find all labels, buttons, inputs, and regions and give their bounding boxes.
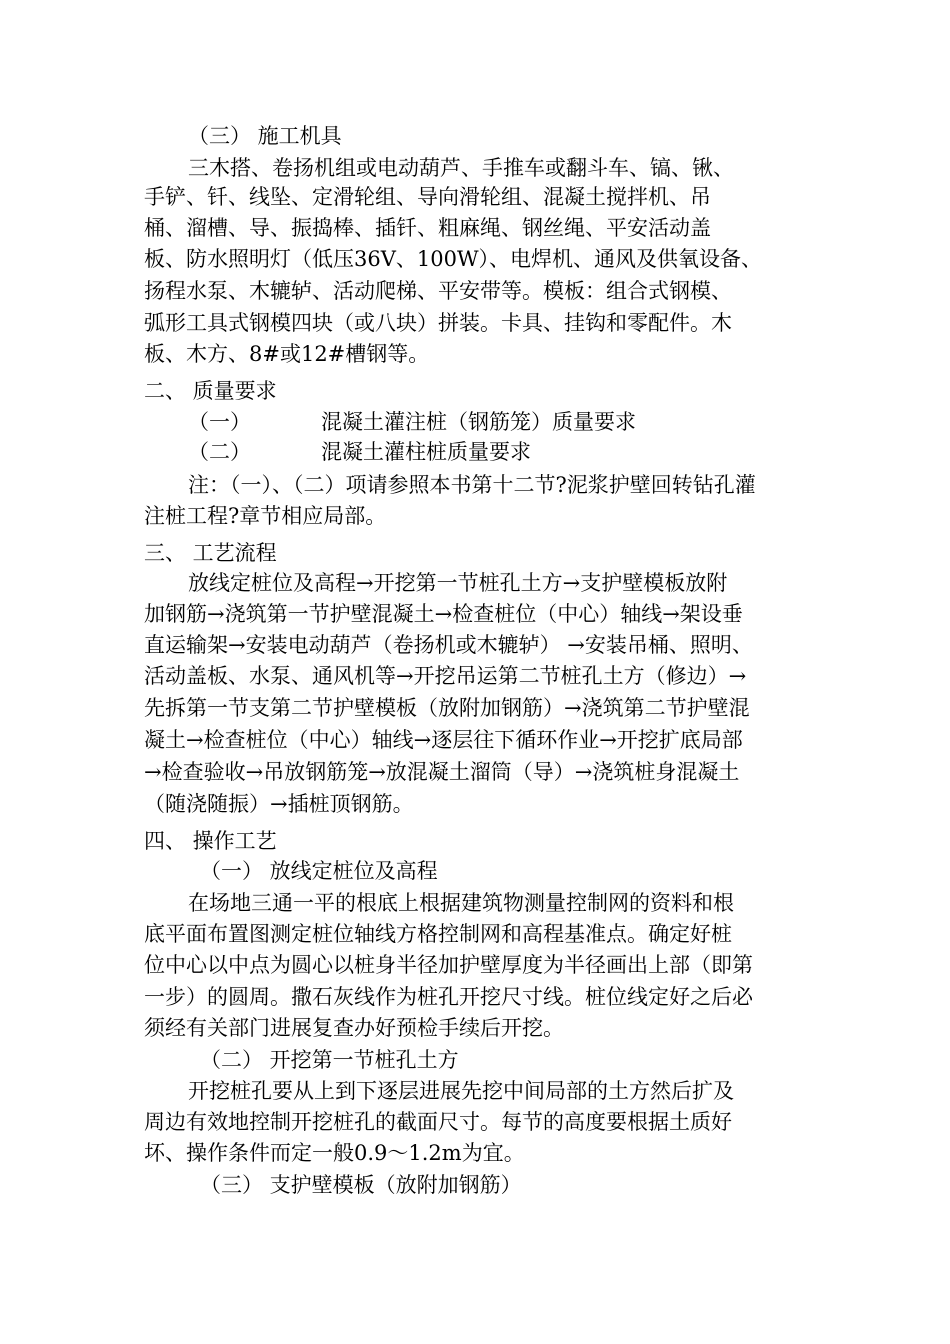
note-line: 注桩工程?章节相应局部。 xyxy=(144,504,387,528)
paragraph-line: 手铲、钎、线坠、定滑轮组、导向滑轮组、混凝土搅拌机、吊 xyxy=(144,185,711,209)
quality-item-1 xyxy=(188,409,868,435)
paragraph-line: 先拆第一节支第二节护壁模板（放附加钢筋）→浇筑第二节护壁混 xyxy=(144,696,750,720)
paragraph-line: （随浇随振）→插桩顶钢筋。 xyxy=(144,792,414,816)
note-line: 注：（一）、（二）项请参照本书第十二节?泥浆护壁回转钻孔灌 xyxy=(188,473,756,497)
paragraph-line: 扬程水泵、木辘轳、活动爬梯、平安带等。模板：组合式钢模、 xyxy=(144,279,732,303)
subsection-heading: （三） 支护壁模板（放附加钢筋） xyxy=(200,1173,522,1197)
paragraph-line: 开挖桩孔要从上到下逐层进展先挖中间局部的土方然后扩及 xyxy=(188,1079,734,1103)
paragraph-line: 桶、溜槽、导、振捣棒、插钎、粗麻绳、钢丝绳、平安活动盖 xyxy=(144,216,711,240)
section-heading-process: 三、 工艺流程 xyxy=(144,541,277,565)
section-heading-operation: 四、 操作工艺 xyxy=(144,829,277,853)
paragraph-line: 凝土→检查桩位（中心）轴线→逐层往下循环作业→开挖扩底局部 xyxy=(144,728,743,752)
paragraph-line: 底平面布置图测定桩位轴线方格控制网和高程基准点。确定好桩 xyxy=(144,922,732,946)
section-heading-tools: （三） 施工机具 xyxy=(188,124,342,148)
subsection-heading: （一） 放线定桩位及高程 xyxy=(200,859,438,883)
paragraph-line: 周边有效地控制开挖桩孔的截面尺寸。每节的高度要根据土质好 xyxy=(144,1110,732,1134)
paragraph-line: 加钢筋→浇筑第一节护壁混凝土→检查桩位（中心）轴线→架设垂 xyxy=(144,602,743,626)
section-heading-quality: 二、 质量要求 xyxy=(144,379,277,403)
item-text: 混凝土灌注桩（钢筋笼）质量要求 xyxy=(321,410,636,434)
paragraph-line: →检查验收→吊放钢筋笼→放混凝土溜筒（导）→浇筑桩身混凝土 xyxy=(144,760,740,784)
paragraph-line: 坏、操作条件而定一般0.9～1.2m为宜。 xyxy=(144,1141,525,1165)
paragraph-line: 板、木方、8#或12#槽钢等。 xyxy=(144,342,430,366)
paragraph-line: 三木搭、卷扬机组或电动葫芦、手推车或翻斗车、镐、锹、 xyxy=(188,156,734,180)
paragraph-line: 一步）的圆周。撒石灰线作为桩孔开挖尺寸线。桩位线定好之后必 xyxy=(144,985,753,1009)
paragraph-line: 位中心以中点为圆心以桩身半径加护壁厚度为半径画出上部（即第 xyxy=(144,953,753,977)
paragraph-line: 活动盖板、水泵、通风机等→开挖吊运第二节桩孔土方（修边）→ xyxy=(144,664,747,688)
item-text: 混凝土灌柱桩质量要求 xyxy=(321,440,531,464)
item-number: （一） xyxy=(188,410,251,434)
paragraph-line: 直运输架→安装电动葫芦（卷扬机或木辘轳） →安装吊桶、照明、 xyxy=(144,633,753,657)
paragraph-line: 须经有关部门进展复查办好预检手续后开挖。 xyxy=(144,1016,564,1040)
quality-item-2 xyxy=(188,439,868,465)
paragraph-line: 放线定桩位及高程→开挖第一节桩孔土方→支护壁模板放附 xyxy=(188,571,728,595)
item-number: （二） xyxy=(188,440,251,464)
paragraph-line: 在场地三通一平的根底上根据建筑物测量控制网的资料和根 xyxy=(188,891,734,915)
paragraph-line: 板、防水照明灯（低压36V、100W）、电焊机、通风及供氧设备、 xyxy=(144,247,763,271)
paragraph-line: 弧形工具式钢模四块（或八块）拼装。卡具、挂钩和零配件。木 xyxy=(144,311,732,335)
subsection-heading: （二） 开挖第一节桩孔土方 xyxy=(200,1048,459,1072)
